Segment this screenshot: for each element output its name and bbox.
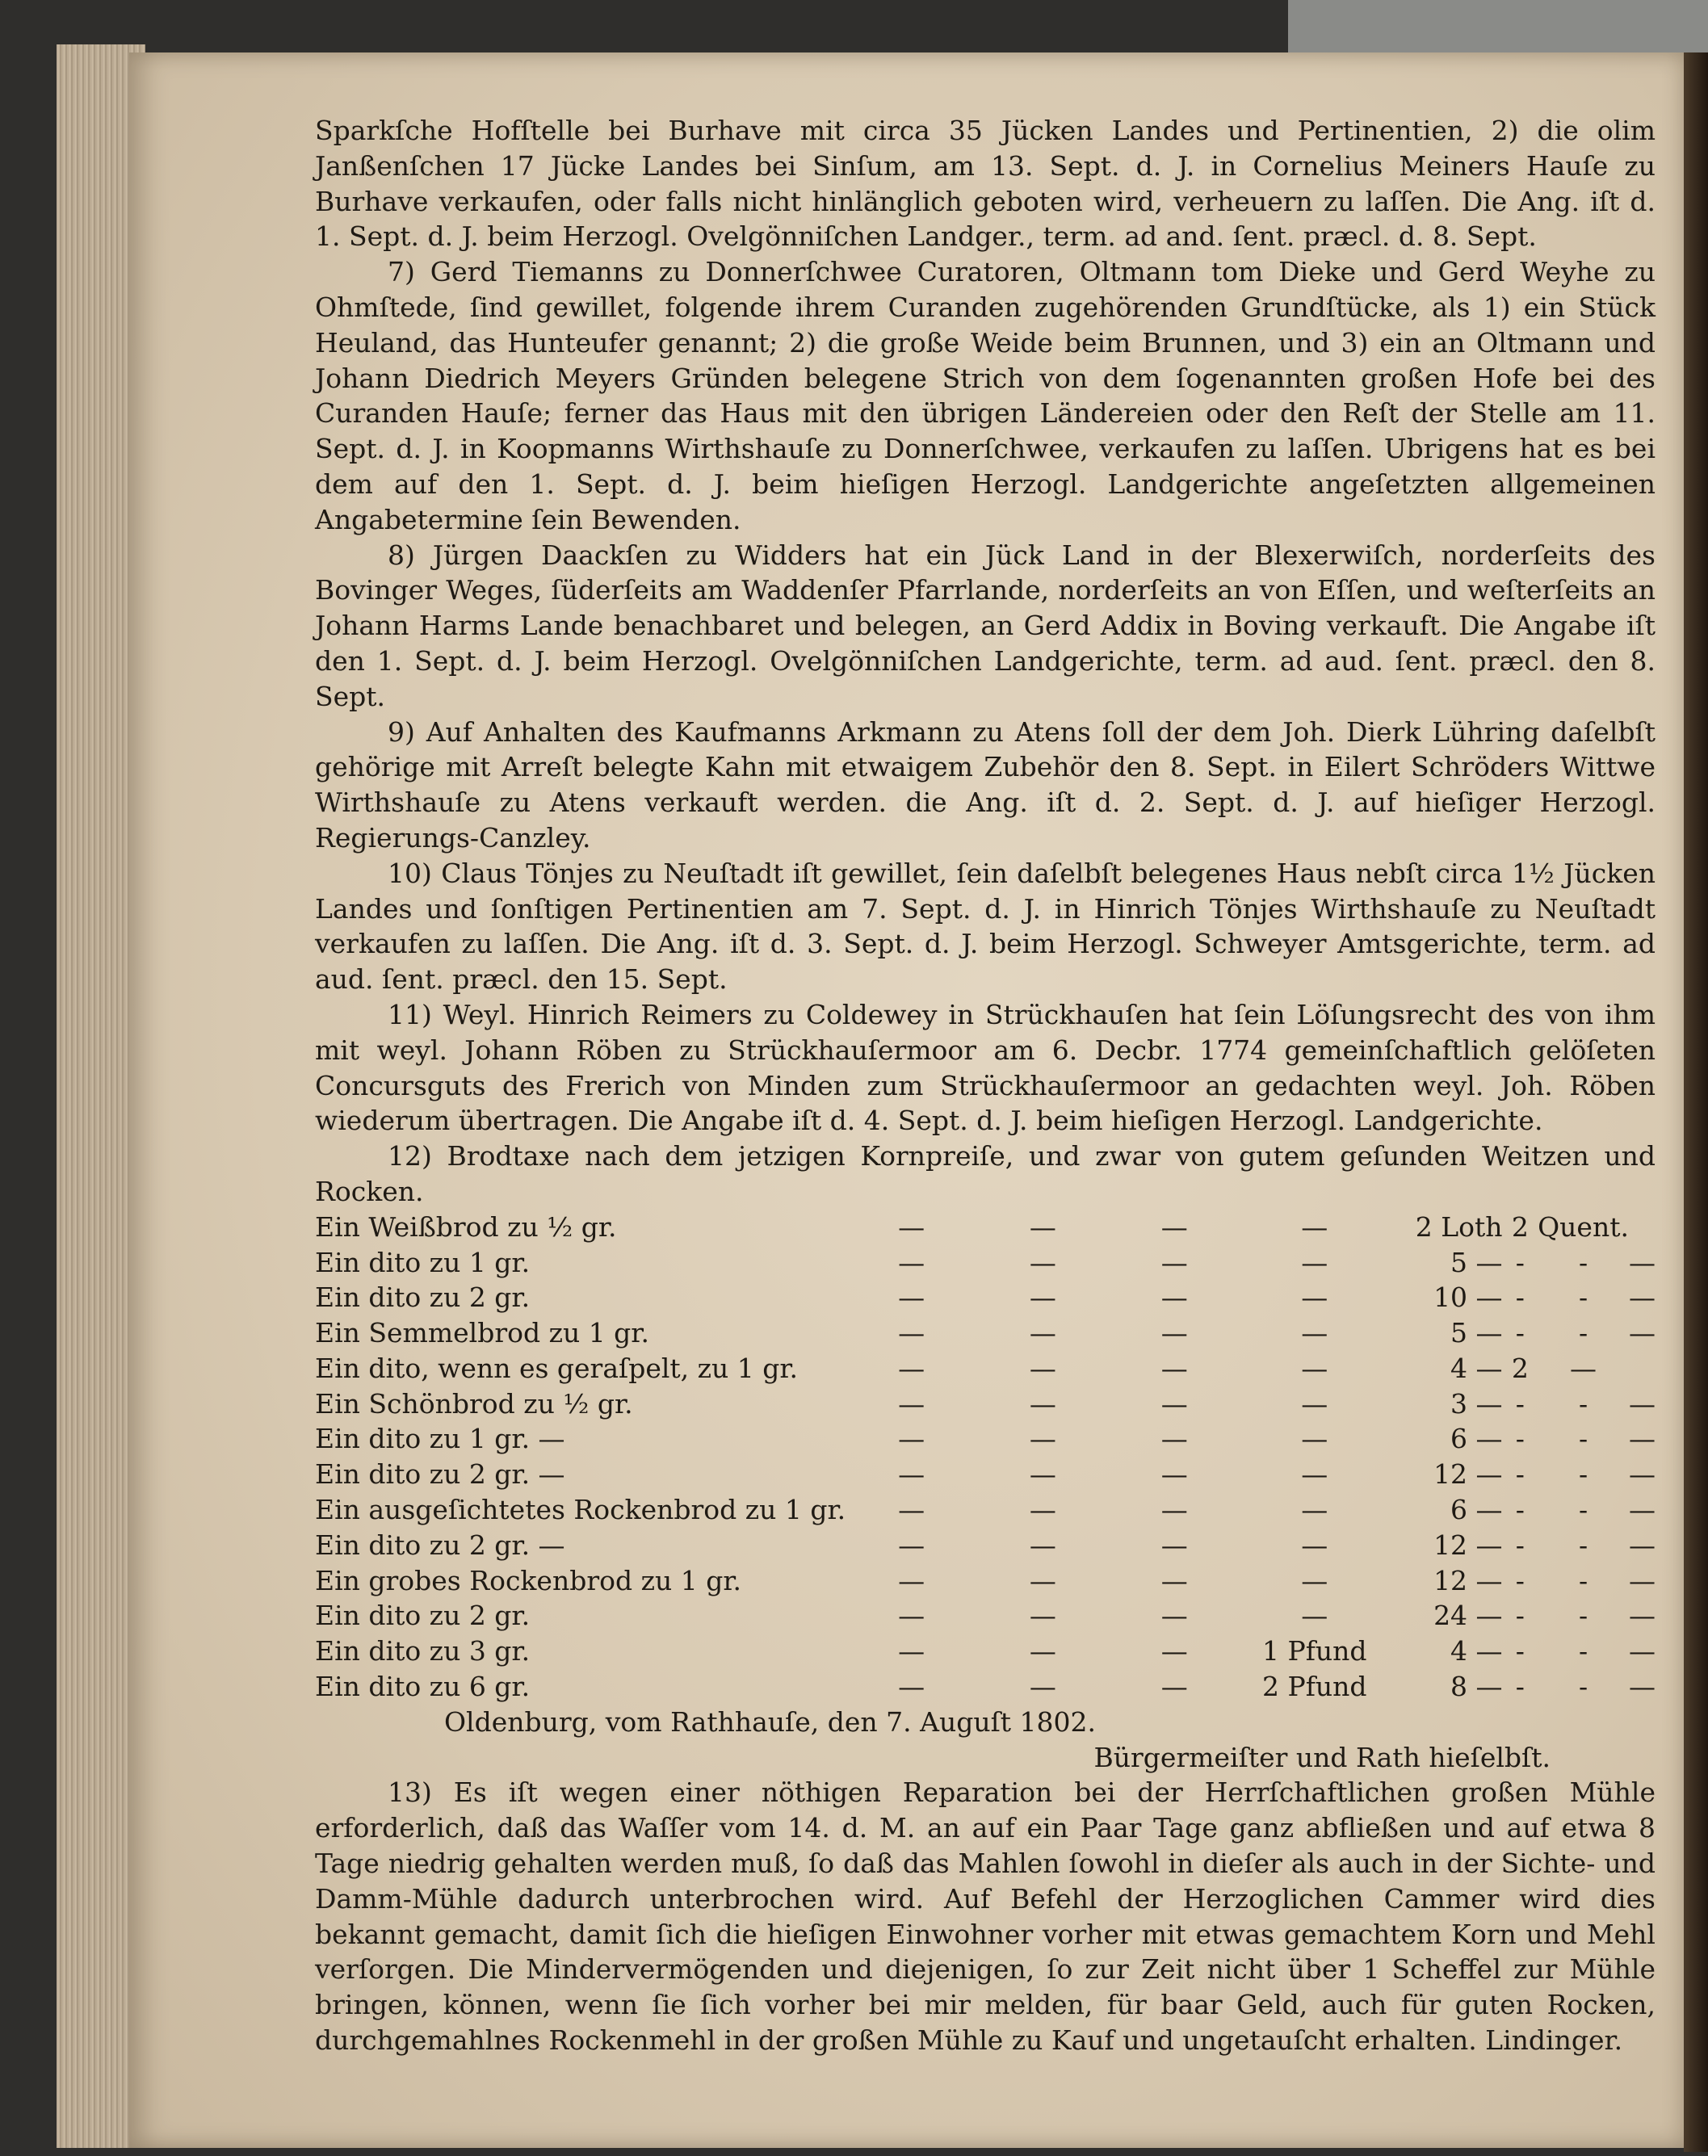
dash-cell: — [1160,1635,1188,1667]
weight-cell: - [1578,1458,1588,1491]
dash-cell: — [1160,1387,1188,1420]
weight-cell: - [1515,1458,1525,1491]
dash-cell: — [1029,1600,1056,1632]
weight-cell: — [1629,1387,1656,1420]
page-text [315,113,1656,2083]
dash-cell: — [898,1281,925,1314]
bread-item: Ein Semmelbrod zu 1 gr. [315,1317,649,1349]
dash-cell: — [1301,1600,1328,1632]
table-row [315,1492,1656,1528]
notice-10: 10) Claus Tönjes zu Neuſtadt iſt gewillet, ſein daſelbſt belegenes Haus nebſt circa 1½ Jücken Landes und ſonſtigen Pertinentien am 7. Sept. d. J. in Hinrich Tönjes Wirthshauſe zu Neuſtadt verkaufen zu laſſen. Die Ang. iſt d. 3. Sept. d. J. beim Herzogl. Schweyer Amtsgerichte, term. ad aud. ſent. præcl. den 15. Sept. [315,857,1656,996]
table-row [315,1669,1656,1705]
notice-9: 9) Auf Anhalten des Kaufmanns Arkmann zu Atens ſoll der dem Joh. Dierk Lühring daſelbſt gehörige mit Arreſt belegte Kahn mit etwaigem Zubehör den 8. Sept. in Eilert Schröders Wittwe Wirthshauſe zu Atens verkauft werden. die Ang. iſt d. 2. Sept. d. J. auf hieſiger Herzogl. Regierungs-Canzley. [315,715,1656,854]
table-row [315,1386,1656,1422]
dash-cell: — [1029,1423,1056,1455]
dash-cell: — [1160,1423,1188,1455]
place-date-line: Oldenburg, vom Rathhauſe, den 7. Auguſt 1802. [444,1705,1097,1738]
weight-cell: 12 — [1433,1564,1503,1596]
bread-item: Ein dito zu 2 gr. [315,1600,531,1632]
signature-line: Bürgermeiſter und Rath hieſelbſt. [1093,1741,1551,1773]
dash-cell: — [1301,1387,1328,1420]
bread-item: Ein Weißbrod zu ½ gr. [315,1210,617,1243]
weight-cell: - [1578,1564,1588,1596]
weight-cell: 12 — [1433,1529,1503,1561]
dash-cell: 1 Pfund [1262,1635,1367,1667]
weight-cell: — [1629,1494,1656,1526]
weight-cell [1629,1210,1656,1245]
dash-cell: — [1301,1246,1328,1278]
dash-cell: — [898,1246,925,1278]
dash-cell: — [1301,1458,1328,1491]
weight-cell: - [1578,1387,1588,1420]
dash-cell: — [1029,1529,1056,1561]
bread-item: Ein dito zu 2 gr. — [315,1529,565,1561]
weight-cell: 4 — [1450,1635,1503,1667]
dash-cell: — [898,1458,925,1491]
dash-cell: — [1160,1458,1188,1491]
dash-cell: — [1160,1281,1188,1314]
dash-cell: — [1029,1671,1056,1703]
bread-item: Ein dito zu 2 gr. — [315,1458,565,1491]
dash-cell: — [1160,1210,1188,1243]
weight-cell: - [1515,1317,1525,1349]
weight-cell: - [1515,1564,1525,1596]
weight-cell: — [1629,1281,1656,1314]
dash-cell: — [1301,1529,1328,1561]
weight-cell: — [1629,1246,1656,1278]
weight-cell: — [1629,1317,1656,1349]
weight-cell: 4 — [1450,1352,1503,1384]
notice-13: 13) Es iſt wegen einer nöthigen Reparation bei der Herrſchaftlichen großen Mühle erforderlich, daß das Waſſer vom 14. d. M. an auf ein Paar Tage ganz abfließen und auf etwa 8 Tage niedrig gehalten werden muß, ſo daß das Mahlen ſowohl in dieſer als auch in der Sichte- und Damm-Mühle dadurch unterbrochen wird. Auf Befehl der Herzoglichen Cammer wird dies bekannt gemacht, damit ſich die hieſigen Einwohner vorher mit etwas gemachtem Korn und Mehl verſorgen. Die Mindervermögenden und diejenigen, ſo zur Zeit nicht über 1 Scheffel zur Mühle bringen, können, wenn ſie ſich vorher bei mir melden, für baar Geld, auch für guten Rocken, durchgemahlnes Rockenmehl in der großen Mühle zu Kauf und ungetauſcht erhalten. Lindinger. [315,1776,1656,2057]
dash-cell: — [898,1317,925,1349]
dash-cell: — [1160,1600,1188,1632]
notice-12-heading: 12) Brodtaxe nach dem jetzigen Kornpreiſe, und zwar von gutem geſunden Weitzen und Rocken. [315,1140,1656,1207]
dash-cell: — [1301,1352,1328,1384]
bread-price-table [315,1210,1656,1705]
weight-cell: - [1578,1246,1588,1278]
dash-cell: — [1301,1494,1328,1526]
weight-cell: 5 — [1450,1246,1503,1278]
dash-cell: — [1029,1635,1056,1667]
dash-cell: — [1029,1281,1056,1314]
weight-cell: - [1578,1281,1588,1314]
table-row [315,1245,1656,1281]
weight-cell: — [1629,1600,1656,1632]
weight-cell: 10 — [1433,1281,1503,1314]
weight-cell: 8 — [1450,1671,1503,1703]
weight-cell: 2 [1511,1352,1529,1384]
weight-cell: — [1629,1671,1656,1703]
weight-cell: - [1578,1600,1588,1632]
dash-cell: — [1160,1352,1188,1384]
dash-cell: — [898,1210,925,1243]
bread-item: Ein grobes Rockenbrod zu 1 gr. [315,1564,741,1596]
weight-cell [1629,1351,1656,1386]
bread-item: Ein dito zu 6 gr. [315,1671,531,1703]
weight-cell: - [1515,1281,1525,1314]
dash-cell: — [1301,1423,1328,1455]
table-row [315,1634,1656,1669]
table-row [315,1528,1656,1563]
dash-cell: — [1301,1317,1328,1349]
weight-cell: 2 Loth [1415,1210,1503,1243]
weight-cell: - [1578,1529,1588,1561]
dash-cell: 2 Pfund [1262,1671,1367,1703]
dash-cell: — [898,1494,925,1526]
dash-cell: — [1029,1352,1056,1384]
weight-cell: — [1629,1458,1656,1491]
weight-cell: - [1578,1671,1588,1703]
dash-cell: — [1160,1671,1188,1703]
bread-item: Ein dito, wenn es geraſpelt, zu 1 gr. [315,1352,799,1384]
table-row [315,1563,1656,1599]
notice-7: 7) Gerd Tiemanns zu Donnerſchwee Curatoren, Oltmann tom Dieke und Gerd Weyhe zu Ohmſtede, ſind gewillet, folgende ihrem Curanden zugehörenden Grundſtücke, als 1) ein Stück Heuland, das Hunteufer genannt; 2) die große Weide beim Brunnen, und 3) ein an Oltmann und Johann Diedrich Meyers Gründen belegene Strich von dem ſogenannten großen Hofe bei des Curanden Hauſe; ferner das Haus mit den übrigen Ländereien oder den Reſt der Stelle am 11. Sept. d. J. in Koopmanns Wirthshauſe zu Donnerſchwee, verkaufen zu laſſen. Ubrigens hat es bei dem auf den 1. Sept. d. J. beim hieſigen Herzogl. Landgerichte angeſetzten allgemeinen Angabetermine ſein Bewenden. [315,256,1656,535]
weight-cell: Quent. [1538,1210,1629,1243]
bread-item: Ein dito zu 2 gr. [315,1281,531,1314]
weight-cell: 6 — [1450,1423,1503,1455]
dash-cell: — [898,1564,925,1596]
dash-cell: — [1029,1458,1056,1491]
bread-item: Ein dito zu 3 gr. [315,1635,531,1667]
weight-cell: - [1515,1600,1525,1632]
dash-cell: — [1029,1387,1056,1420]
weight-cell: — [1629,1635,1656,1667]
notice-8: 8) Jürgen Daackſen zu Widders hat ein Jück Land in der Blexerwiſch, norderſeits des Bovinger Weges, ſüderſeits am Waddenſer Pfarrlande, norderſeits an von Eſſen, und weſterſeits an Johann Harms Lande benachbaret und belegen, an Gerd Addix in Boving verkauft. Die Angabe iſt den 1. Sept. d. J. beim Herzogl. Ovelgönniſchen Landgerichte, term. ad aud. ſent. præcl. den 8. Sept. [315,539,1656,712]
table-row [315,1210,1656,1245]
dash-cell: — [1301,1564,1328,1596]
weight-cell: 5 — [1450,1317,1503,1349]
bread-item: Ein dito zu 1 gr. [315,1246,531,1278]
dash-cell: — [898,1352,925,1384]
dash-cell: — [898,1387,925,1420]
dash-cell: — [898,1529,925,1561]
weight-cell: — [1570,1352,1597,1384]
weight-cell: - [1515,1387,1525,1420]
dash-cell: — [898,1635,925,1667]
weight-cell: - [1578,1494,1588,1526]
dash-cell: — [1029,1246,1056,1278]
bread-item: Ein ausgeſichtetes Rockenbrod zu 1 gr. [315,1494,846,1526]
book-spine [1684,52,1708,2152]
weight-cell: - [1515,1635,1525,1667]
weight-cell: 3 — [1450,1387,1503,1420]
weight-cell: - [1578,1423,1588,1455]
weight-cell: - [1515,1494,1525,1526]
table-row [315,1421,1656,1457]
weight-cell: — [1629,1529,1656,1561]
dash-cell: — [1160,1494,1188,1526]
dash-cell: — [898,1600,925,1632]
weight-cell: - [1515,1671,1525,1703]
dash-cell: — [1160,1564,1188,1596]
dash-cell: — [1160,1246,1188,1278]
bread-item: Ein Schönbrod zu ½ gr. [315,1387,633,1420]
dash-cell: — [1301,1210,1328,1243]
dash-cell: — [898,1671,925,1703]
weight-cell: - [1515,1423,1525,1455]
weight-cell: - [1578,1635,1588,1667]
weight-cell: - [1515,1246,1525,1278]
dash-cell: — [898,1423,925,1455]
dash-cell: — [1301,1281,1328,1314]
weight-cell: 12 — [1433,1458,1503,1491]
notice-continuation: Sparkſche Hofſtelle bei Burhave mit circa 35 Jücken Landes und Pertinentien, 2) die olim Janßenſchen 17 Jücke Landes bei Sinſum, am 13. Sept. d. J. in Cornelius Meiners Hauſe zu Burhave verkaufen, oder falls nicht hinlänglich geboten wird, verheuern zu laſſen. Die Ang. iſt d. 1. Sept. d. J. beim Herzogl. Ovelgönniſchen Landger., term. ad and. ſent. præcl. d. 8. Sept. [315,115,1656,253]
weight-cell: — [1629,1564,1656,1596]
dash-cell: — [1029,1564,1056,1596]
notice-11: 11) Weyl. Hinrich Reimers zu Coldewey in Strückhauſen hat ſein Löſungsrecht des von ihm mit weyl. Johann Röben zu Strückhauſermoor am 6. Decbr. 1774 gemeinſchaftlich gelöſeten Concursguts des Frerich von Minden zum Strückhauſermoor an gedachten weyl. Joh. Röben wiederum übertragen. Die Angabe iſt d. 4. Sept. d. J. beim hieſigen Herzogl. Landgerichte. [315,998,1656,1137]
weight-cell: - [1515,1529,1525,1561]
weight-cell: 6 — [1450,1494,1503,1526]
weight-cell: — [1629,1423,1656,1455]
weight-cell: 2 [1511,1210,1529,1243]
table-row [315,1598,1656,1634]
table-row [315,1457,1656,1492]
table-row [315,1280,1656,1315]
dash-cell: — [1029,1317,1056,1349]
dash-cell: — [1160,1529,1188,1561]
notices-before-table [315,113,1656,1210]
dash-cell: — [1029,1494,1056,1526]
dash-cell: — [1029,1210,1056,1243]
weight-cell: - [1578,1317,1588,1349]
dash-cell: — [1160,1317,1188,1349]
table-row [315,1315,1656,1351]
weight-cell: 24 — [1433,1600,1503,1632]
bread-item: Ein dito zu 1 gr. — [315,1423,565,1455]
table-row [315,1351,1656,1386]
